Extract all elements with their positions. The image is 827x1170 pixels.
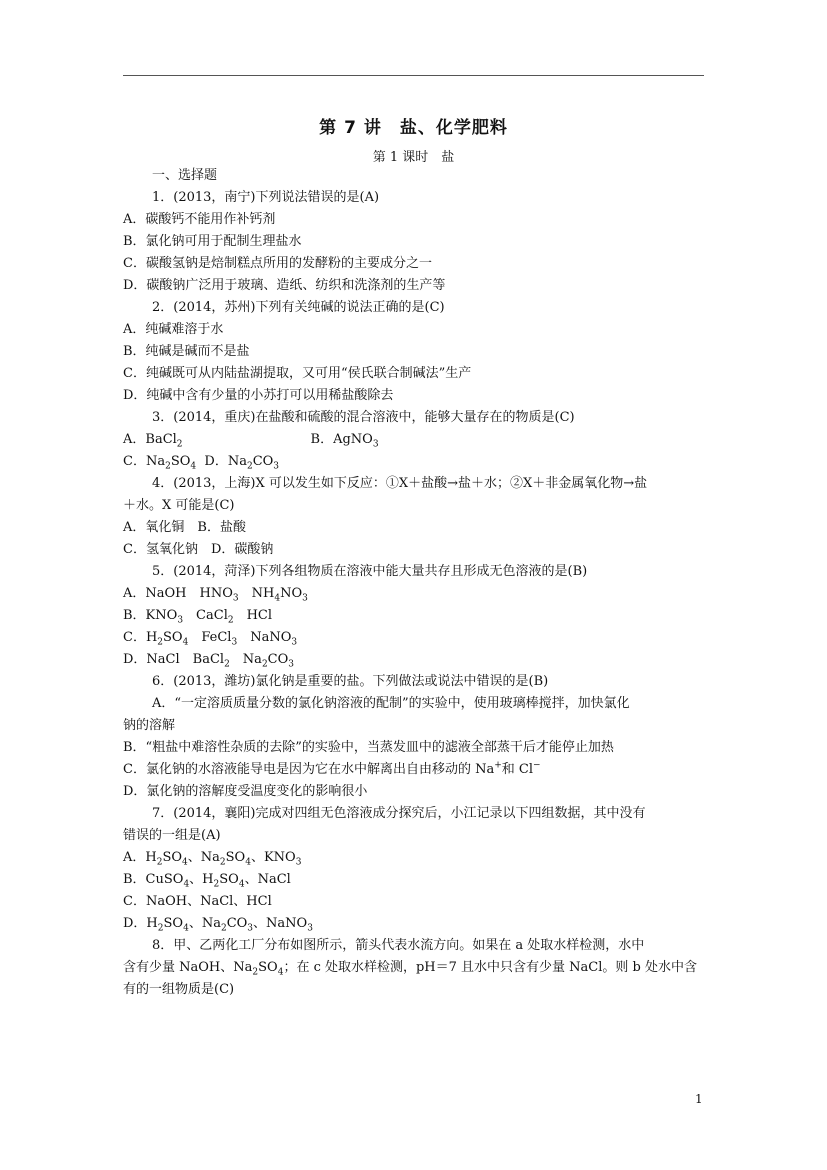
question-1-option-b: B．氯化钠可用于配制生理盐水: [123, 234, 302, 249]
question-2-option-c: C．纯碱既可从内陆盐湖提取，又可用“侯氏联合制碱法”生产: [123, 366, 472, 381]
question-6-stem: 6．(2013，潍坊)氯化钠是重要的盐。下列做法或说法中错误的是(B): [152, 674, 549, 689]
question-1-stem: 1．(2013，南宁)下列说法错误的是(A): [152, 190, 380, 205]
question-1-option-c: C．碳酸氢钠是焙制糕点所用的发酵粉的主要成分之一: [123, 256, 432, 271]
question-3-option-a: A．BaCl$_2$: [123, 432, 183, 450]
question-7-stem-cont: 错误的一组是(A): [123, 828, 221, 843]
question-6-option-a-cont: 钠的溶解: [123, 718, 176, 733]
question-8-stem: 8．甲、乙两化工厂分布如图所示，箭头代表水流方向。如果在 a 处取水样检测，水中: [152, 938, 645, 953]
section-heading: 一、选择题: [152, 168, 218, 183]
question-8-stem-cont: 含有少量 NaOH、$Na_2SO_4$；在 c 处取水样检测，pH＝7 且水中只含有少量 NaCl。则 b 处水中含: [123, 960, 697, 978]
question-list: [123, 165, 704, 1001]
question-4-options-ab: A．氧化铜 B．盐酸: [123, 520, 246, 535]
question-3-option-c: C．$Na_2SO_4$: [123, 454, 197, 472]
question-8-stem-end: 有的一组物质是(C): [123, 982, 235, 997]
question-7-option-b: B．CuSO$_4$、$H_2SO_4$、NaCl: [123, 872, 291, 890]
page-number: 1: [695, 1092, 703, 1106]
question-1-option-a: A．碳酸钙不能用作补钙剂: [123, 212, 276, 227]
question-2-stem: 2．(2014，苏州)下列有关纯碱的说法正确的是(C): [152, 300, 445, 315]
question-6-option-a: A．“一定溶质质量分数的氯化钠溶液的配制”的实验中，使用玻璃棒搅拌，加快氯化: [152, 696, 630, 711]
question-2-option-a: A．纯碱难溶于水: [123, 322, 224, 337]
question-3-options-ab: [123, 429, 704, 451]
question-3-stem: 3．(2014，重庆)在盐酸和硫酸的混合溶液中，能够大量存在的物质是(C): [152, 410, 575, 425]
question-7-option-d: D．$H_2SO_4$、$Na_2CO_3$、NaNO$_3$: [123, 916, 313, 934]
page-title: 第 7 讲 盐、化学肥料: [319, 118, 508, 138]
header-rule: [123, 75, 704, 76]
question-2-option-b: B．纯碱是碱而不是盐: [123, 344, 250, 359]
question-3-options-cd: [123, 451, 704, 473]
question-3-option-b: B．AgNO$_3$: [310, 432, 379, 450]
question-1-option-d: D．碳酸钠广泛用于玻璃、造纸、纺织和洗涤剂的生产等: [123, 278, 446, 293]
question-5-stem: 5．(2014，菏泽)下列各组物质在溶液中能大量共存且形成无色溶液的是(B): [152, 564, 588, 579]
question-5-option-c: C．$H_2SO_4$ FeCl$_3$ NaNO$_3$: [123, 630, 298, 648]
question-5-option-b: B．$KNO_3$ CaCl$_2$ HCl: [123, 608, 273, 626]
question-4-stem: 4．(2013，上海)X 可以发生如下反应：①X＋盐酸→盐＋水；②X＋非金属氧化物→盐: [152, 476, 648, 491]
question-4-stem-cont: ＋水。X 可能是(C): [123, 498, 235, 513]
question-7-option-c: C．NaOH、NaCl、HCl: [123, 894, 272, 909]
question-6-option-c: C．氯化钠的水溶液能导电是因为它在水中解离出自由移动的 Na+和 Cl−: [123, 760, 541, 777]
question-6-option-d: D．氯化钠的溶解度受温度变化的影响很小: [123, 784, 368, 799]
page-subtitle: 第 1 课时 盐: [372, 150, 455, 165]
question-5-option-a: A．NaOH $HNO_3$ $NH_4NO_3$: [123, 586, 308, 604]
question-3-option-d: D．$Na_2CO_3$: [204, 454, 280, 472]
question-7-stem: 7．(2014，襄阳)完成对四组无色溶液成分探究后，小江记录以下四组数据，其中没有: [152, 806, 646, 821]
question-2-option-d: D．纯碱中含有少量的小苏打可以用稀盐酸除去: [123, 388, 394, 403]
question-6-option-b: B．“粗盐中难溶性杂质的去除”的实验中，当蒸发皿中的滤液全部蒸干后才能停止加热: [123, 740, 614, 755]
question-4-options-cd: C．氢氧化钠 D．碳酸钠: [123, 542, 274, 557]
question-5-option-d: D．NaCl BaCl$_2$ $Na_2CO_3$: [123, 652, 295, 670]
question-7-option-a: A．$H_2SO_4$、$Na_2SO_4$、$KNO_3$: [123, 850, 302, 868]
